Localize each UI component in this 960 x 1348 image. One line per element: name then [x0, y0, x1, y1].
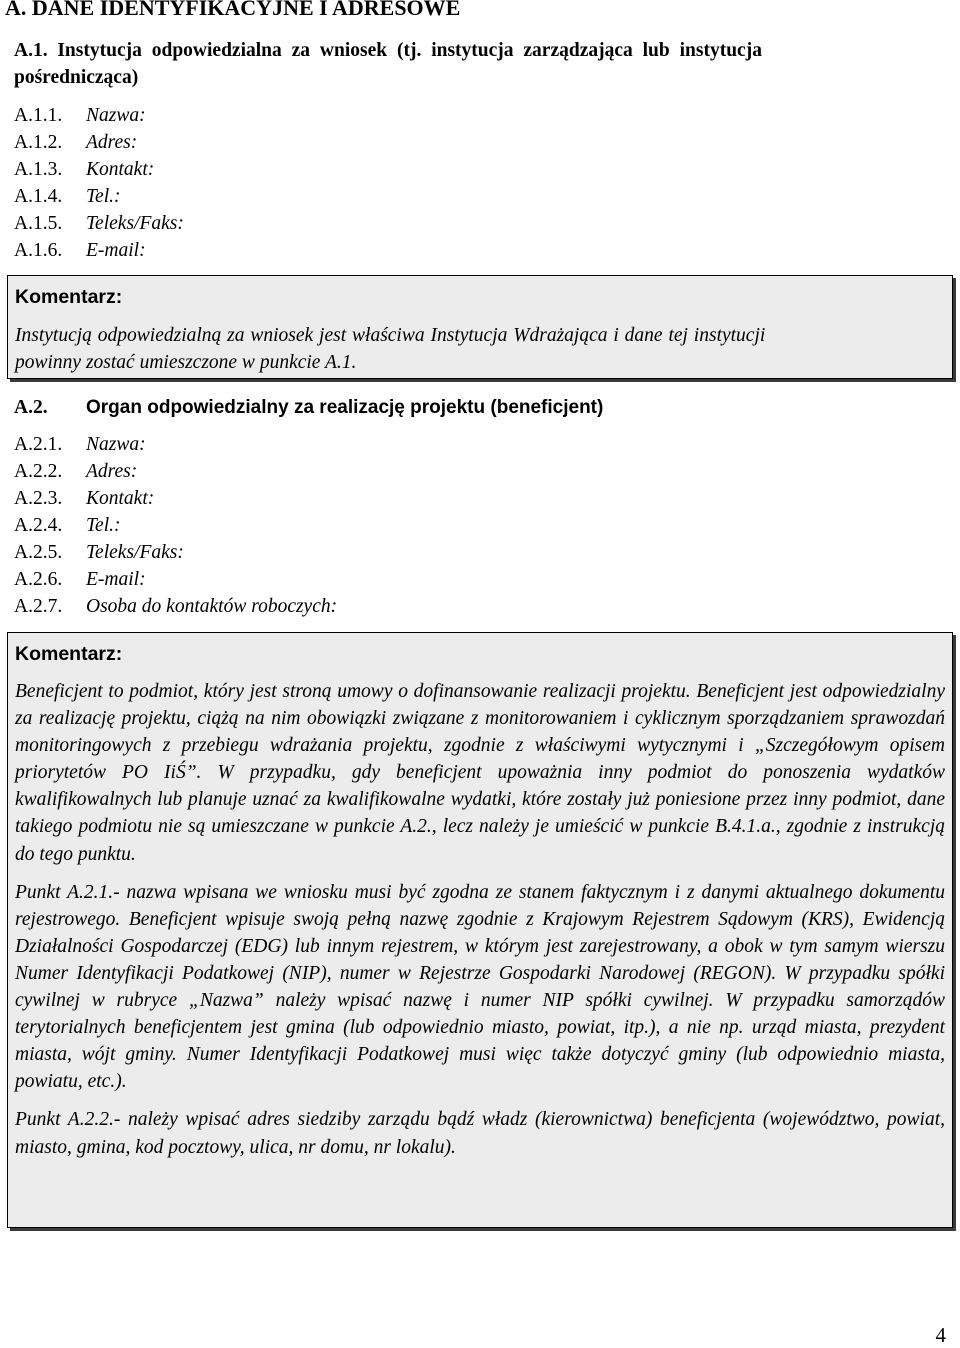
- a2-heading: [14, 397, 603, 419]
- comment-paragraph: Beneficjent to podmiot, który jest stroną umowy o dofinansowanie realizacji projektu. Beneficjent jest odpowiedzialny za realizację projektu, ciążą na nim obowiązki związane z monitorowaniem i cyklicznym sporządzaniem sprawozdań monitoringowych z przebiegu wdrażania projektu, zgodnie z właściwymi wytycznymi i „Szczegółowym opisem priorytetów PO IiŚ”. W przypadku, gdy beneficjent upoważnia inny podmiot do ponoszenia wydatków kwalifikowalnych lub planuje uznać za kwalifikowalne wydatki, które zostały już poniesione przez inny podmiot, dane takiego podmiotu nie są umieszczane w punkcie A.2., lecz należy je umieścić w punkcie B.4.1.a., zgodnie z instrukcją do tego punktu.: [15, 681, 945, 865]
- field-label: Tel.:: [86, 515, 121, 536]
- field-label: Nazwa:: [86, 105, 146, 126]
- a1-heading: [14, 40, 762, 62]
- field-label: Kontakt:: [86, 488, 155, 509]
- a2-heading-text: Organ odpowiedzialny za realizację projektu (beneficjent): [86, 397, 604, 418]
- field-label: Osoba do kontaktów roboczych:: [86, 596, 338, 617]
- field-number: A.2.6.: [14, 569, 63, 590]
- a1-comment-line: Instytucją odpowiedzialną za wniosek jest właściwa Instytucja Wdrażająca i dane tej instytucji: [15, 325, 766, 346]
- field-number: A.2.2.: [14, 461, 63, 482]
- field-label: E-mail:: [86, 240, 146, 261]
- a2-field: [14, 488, 154, 510]
- field-number: A.2.4.: [14, 515, 63, 536]
- field-number: A.1.3.: [14, 159, 63, 180]
- a1-heading-continued: pośrednicząca): [14, 67, 139, 88]
- comment-paragraph: Punkt A.2.1.- nazwa wpisana we wniosku musi być zgodna ze stanem faktycznym i z danymi aktualnego dokumentu rejestrowego. Beneficjent wpisuje swoją pełną nazwę zgodnie z Krajowym Rejestrem Sądowym (KRS), Ewidencją Działalności Gospodarczej (EDG) lub innym rejestrem, w którym jest zarejestrowany, a obok w tym samym wierszu Numer Identyfikacji Podatkowej (NIP), numer w Rejestrze Gospodarki Narodowej (REGON). W przypadku spółki cywilnej w rubryce „Nazwa” należy wpisać nazwę i numer NIP spółki cywilnej. W przypadku samorządów terytorialnych beneficjentem jest gmina (lub odpowiednio miasto, powiat, itp.), a nie np. urząd miasta, prezydent miasta, wójt gminy. Numer Identyfikacji Podatkowej musi więc także dotyczyć gminy (lub odpowiednio miasta, powiatu, etc.).: [15, 881, 945, 1093]
- field-label: Teleks/Faks:: [86, 542, 184, 563]
- a1-comment-title: Komentarz:: [15, 286, 123, 308]
- a2-heading-num: A.2.: [14, 397, 48, 418]
- a1-field: [14, 132, 137, 154]
- a2-field: [14, 542, 184, 564]
- a2-comment-body: [15, 678, 945, 1161]
- a1-field: [14, 105, 146, 127]
- field-number: A.2.1.: [14, 434, 63, 455]
- field-number: A.1.6.: [14, 240, 63, 261]
- a1-comment-box: [7, 275, 953, 379]
- field-label: Teleks/Faks:: [86, 213, 184, 234]
- field-label: E-mail:: [86, 569, 146, 590]
- field-label: Nazwa:: [86, 434, 146, 455]
- field-number: A.1.4.: [14, 186, 63, 207]
- a2-field: [14, 461, 137, 483]
- a2-comment-title: Komentarz:: [15, 643, 123, 665]
- field-number: A.2.7.: [14, 596, 63, 617]
- field-label: Adres:: [86, 132, 138, 153]
- field-number: A.1.5.: [14, 213, 63, 234]
- field-number: A.1.1.: [14, 105, 63, 126]
- page-number: 4: [935, 1323, 946, 1347]
- a1-field: [14, 213, 184, 235]
- a1-field: [14, 240, 146, 262]
- field-label: Adres:: [86, 461, 138, 482]
- a1-field: [14, 159, 154, 181]
- section-title: A. DANE IDENTYFIKACYJNE I ADRESOWE: [5, 0, 461, 20]
- a2-field: [14, 596, 337, 618]
- field-number: A.2.3.: [14, 488, 63, 509]
- a2-field: [14, 569, 146, 591]
- a1-comment-line: powinny zostać umieszczone w punkcie A.1.: [15, 352, 357, 373]
- a1-heading-text: Instytucja odpowiedzialna za wniosek (tj. instytucja zarządzająca lub instytucja: [57, 40, 762, 61]
- field-number: A.2.5.: [14, 542, 63, 563]
- a2-comment-box: [7, 632, 953, 1228]
- a2-field: [14, 515, 121, 537]
- a1-heading-num: A.1.: [14, 40, 48, 61]
- field-label: Kontakt:: [86, 159, 155, 180]
- a2-field: [14, 434, 146, 456]
- comment-paragraph: Punkt A.2.2.- należy wpisać adres siedziby zarządu bądź władz (kierownictwa) beneficjenta (województwo, powiat, miasto, gmina, kod pocztowy, ulica, nr domu, nr lokalu).: [15, 1109, 945, 1158]
- field-number: A.1.2.: [14, 132, 63, 153]
- field-label: Tel.:: [86, 186, 121, 207]
- a1-field: [14, 186, 121, 208]
